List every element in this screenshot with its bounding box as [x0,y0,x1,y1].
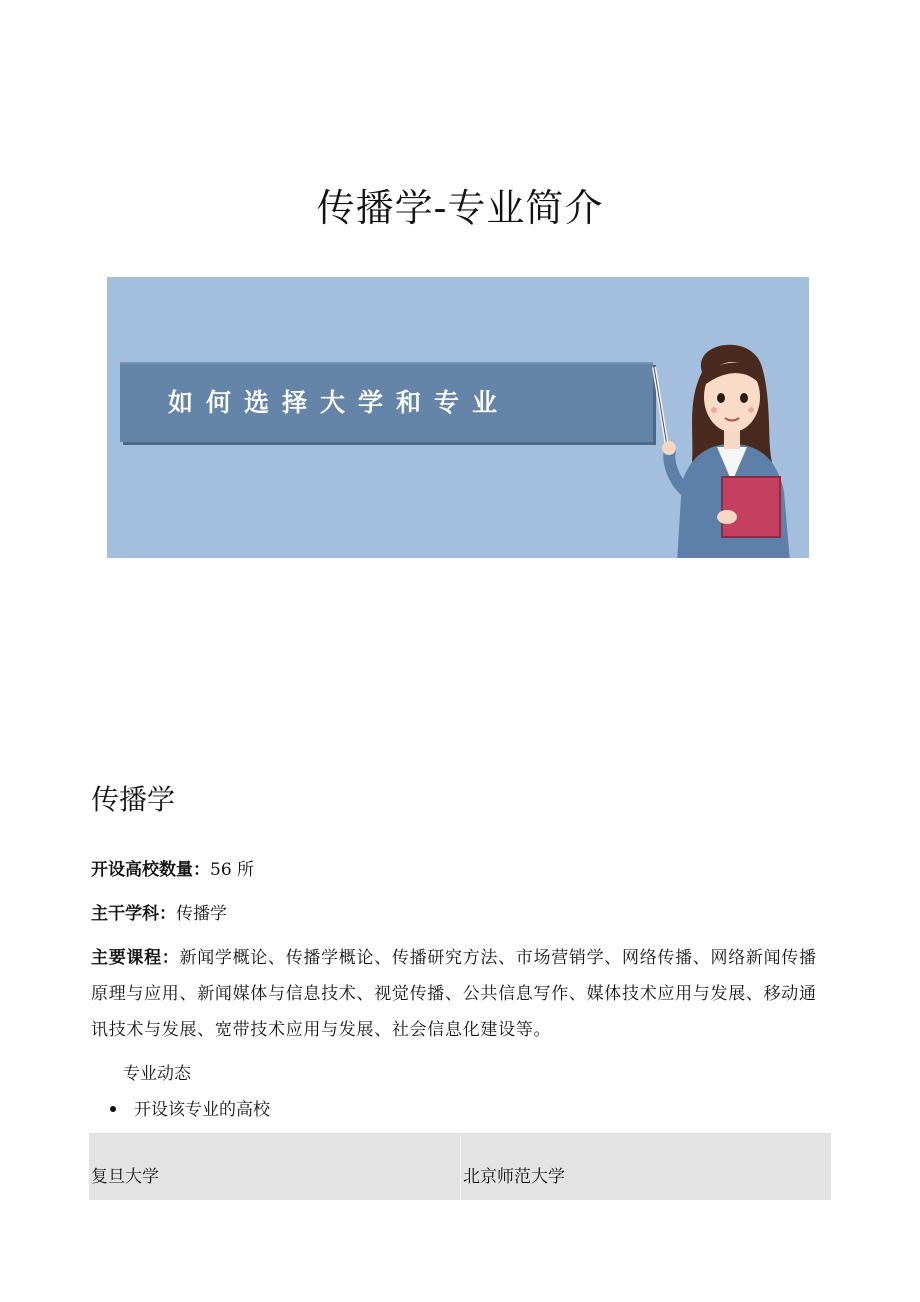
bullet-item [110,1094,270,1126]
field-label: 开设高校数量： [91,860,210,880]
bullet-dot-icon [110,1106,116,1112]
banner-image [107,277,809,558]
section-heading: 传播学 [91,783,176,816]
table-cell: 北京师范大学 [460,1133,831,1200]
banner-text: 如何选择大学和专业 [168,388,511,417]
table-cell: 复旦大学 [91,1167,159,1187]
field-label: 主干学科： [91,904,176,924]
field-main-discipline [91,896,831,932]
field-value: 传播学 [176,904,227,924]
page-title: 传播学-专业简介 [316,186,604,230]
bullet-text: 开设该专业的高校 [134,1100,270,1120]
banner-board [120,362,653,442]
field-school-count [91,852,831,888]
university-table [89,1133,831,1200]
field-label: 主要课程： [91,948,180,968]
teacher-illustration [632,332,809,558]
dynamics-label: 专业动态 [123,1064,191,1084]
field-main-courses [91,940,831,1048]
field-value: 56 所 [210,860,255,880]
field-value: 新闻学概论、传播学概论、传播研究方法、市场营销学、网络传播、网络新闻传播原理与应用、新闻媒体与信息技术、视觉传播、公共信息写作、媒体技术应用与发展、移动通讯技术与发展、宽带技术应用与发展、社会信息化建设等。 [91,948,817,1040]
